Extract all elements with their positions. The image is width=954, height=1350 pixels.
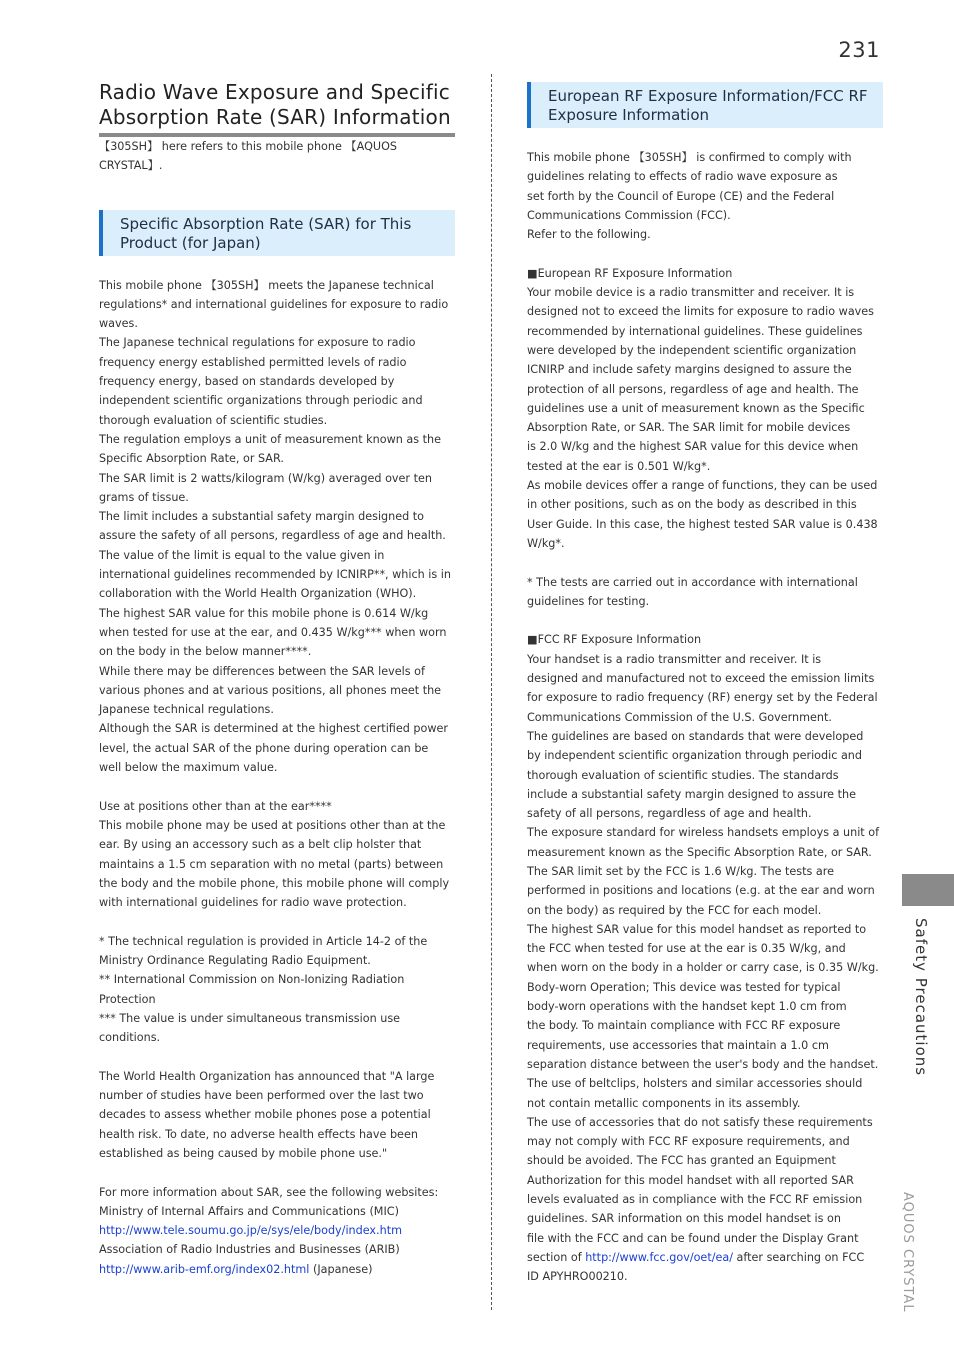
arib-link[interactable]: http://www.arib-emf.org/index02.html xyxy=(99,1262,310,1276)
left-column xyxy=(99,80,455,1279)
fcc-link[interactable]: http://www.fcc.gov/oet/ea/ xyxy=(585,1250,733,1264)
section-heading-japan-sar: Specific Absorption Rate (SAR) for This Product (for Japan) xyxy=(99,210,455,256)
page-title: Radio Wave Exposure and Specific Absorption Rate (SAR) Information xyxy=(99,80,455,137)
arib-language-note: (Japanese) xyxy=(309,1262,373,1276)
arib-label: Association of Radio Industries and Businesses (ARIB) xyxy=(99,1243,400,1257)
right-column xyxy=(527,82,883,1287)
japan-sar-text: This mobile phone 【305SH】 meets the Japanese technical regulations* and international guidelines for exposure to radio waves. The Japanese technical regulations for exposure to radio frequency energy established permitted levels of radio frequency energy, based on standards developed by independent scientific organizations through periodic and thorough evaluation of scientific studies. The regulation employs a unit of measurement known as the Specific Absorption Rate, or SAR. The SAR limit is 2 watts/kilogram (W/kg) averaged over ten grams of tissue. The limit includes a substantial safety margin designed to assure the safety of all persons, regardless of age and health. The value of the limit is equal to the value given in international guidelines recommended by ICNIRP**, which is in collaboration with the World Health Organization (WHO). The highest SAR value for this mobile phone is 0.614 W/kg when tested for use at the ear, and 0.435 W/kg*** when worn on the body in the below manner****. While there may be differences between the SAR levels of various phones and at various positions, all phones meet the Japanese technical regulations. Although the SAR is determined at the highest certified power level, the actual SAR of the phone during operation can be well below the maximum value. Use at positions other than at the ear**** This mobile phone may be used at positions other than at the ear. By using an accessory such as a belt clip holster that maintains a 1.5 cm separation with no metal (parts) between the body and the mobile phone, this mobile phone will comply with international guidelines for radio wave protection. * The technical regulation is provided in Article 14-2 of the Ministry Ordinance Regulating Radio Equipment. ** International Commission on Non-Ionizing Radiation Protection *** The value is under simultaneous transmission use conditions. The World Health Organization has announced that "A large number of studies have been performed over the last two decades to assess whether mobile phones pose a potential health risk. To date, no adverse health effects have been established as being caused by mobile phone use." For more information about SAR, see the following websites: Ministry of Internal Affairs and Communications (MIC) xyxy=(99,278,451,1218)
european-fcc-text: This mobile phone 【305SH】 is confirmed to comply with guidelines relating to effects of radio wave exposure as set forth by the Council of Europe (CE) and the Federal Communications Commission (FCC). Refer to the following. ■European RF Exposure Information Your mobile device is a radio transmitter and receiver. It is designed not to exceed the limits for exposure to radio waves recommended by international guidelines. These guidelines were developed by the independent scientific organization ICNIRP and include safety margins designed to assure the protection of all persons, regardless of age and health. The guidelines use a unit of measurement known as the Specific Absorption Rate, or SAR. The SAR limit for mobile devices is 2.0 W/kg and the highest SAR value for this device when tested at the ear is 0.501 W/kg*. As mobile devices offer a range of functions, they can be used in other positions, such as on the body as described in this User Guide. In this case, the highest tested SAR value is 0.438 W/kg*. * The tests are carried out in accordance with international guidelines for testing. ■FCC RF Exposure Information Your handset is a radio transmitter and receiver. It is designed and manufactured not to exceed the emission limits for exposure to radio frequency (RF) energy set by the Federal Communications Commission of the U.S. Government. The guidelines are based on standards that were developed by independent scientific organization through periodic and thorough evaluation of scientific studies. The standards include a substantial safety margin designed to assure the safety of all persons, regardless of age and health. The exposure standard for wireless handsets employs a unit of measurement known as the Specific Absorption Rate, or SAR. The SAR limit set by the FCC is 1.6 W/kg. The tests are performed in positions and locations (e.g. at the ear and worn on the body) as required by the FCC for each model. The highest SAR value for this model handset as reported to the FCC when tested for use at the ear is 0.35 W/kg, and when worn on the body in a holder or carry case, is 0.35 W/kg. Body-worn Operation; This device was tested for typical body-worn operations with the handset kept 1.0 cm from the body. To maintain compliance with FCC RF exposure requirements, use accessories that maintain a 1.0 cm separation distance between the user's body and the handset. The use of beltclips, holsters and similar accessories should not contain metallic components in its assembly. The use of accessories that do not satisfy these requirements may not comply with FCC RF exposure requirements, and should be avoided. The FCC has granted an Equipment Authorization for this model handset with all reported SAR levels evaluated as in compliance with the FCC RF emission guidelines. SAR information on this model handset is on file with the FCC and can be found under the Display Grant section of xyxy=(527,151,880,1264)
chapter-tab-marker xyxy=(902,874,954,906)
intro-text: 【305SH】 here refers to this mobile phone 【AQUOS CRYSTAL】. xyxy=(99,140,397,173)
column-divider xyxy=(491,74,492,1310)
european-fcc-body xyxy=(527,148,883,1287)
page-number: 231 xyxy=(838,38,880,62)
japan-sar-body xyxy=(99,276,455,1279)
section-heading-european-fcc: European RF Exposure Information/FCC RF Exposure Information xyxy=(527,82,883,128)
chapter-label: Safety Precautions xyxy=(912,918,930,1077)
fcc-id-text: after searching on FCC ID APYHRO00210. xyxy=(527,1250,865,1284)
mic-link[interactable]: http://www.tele.soumu.go.jp/e/sys/ele/body/index.htm xyxy=(99,1224,402,1238)
brand-label: AQUOS CRYSTAL xyxy=(900,1192,915,1313)
